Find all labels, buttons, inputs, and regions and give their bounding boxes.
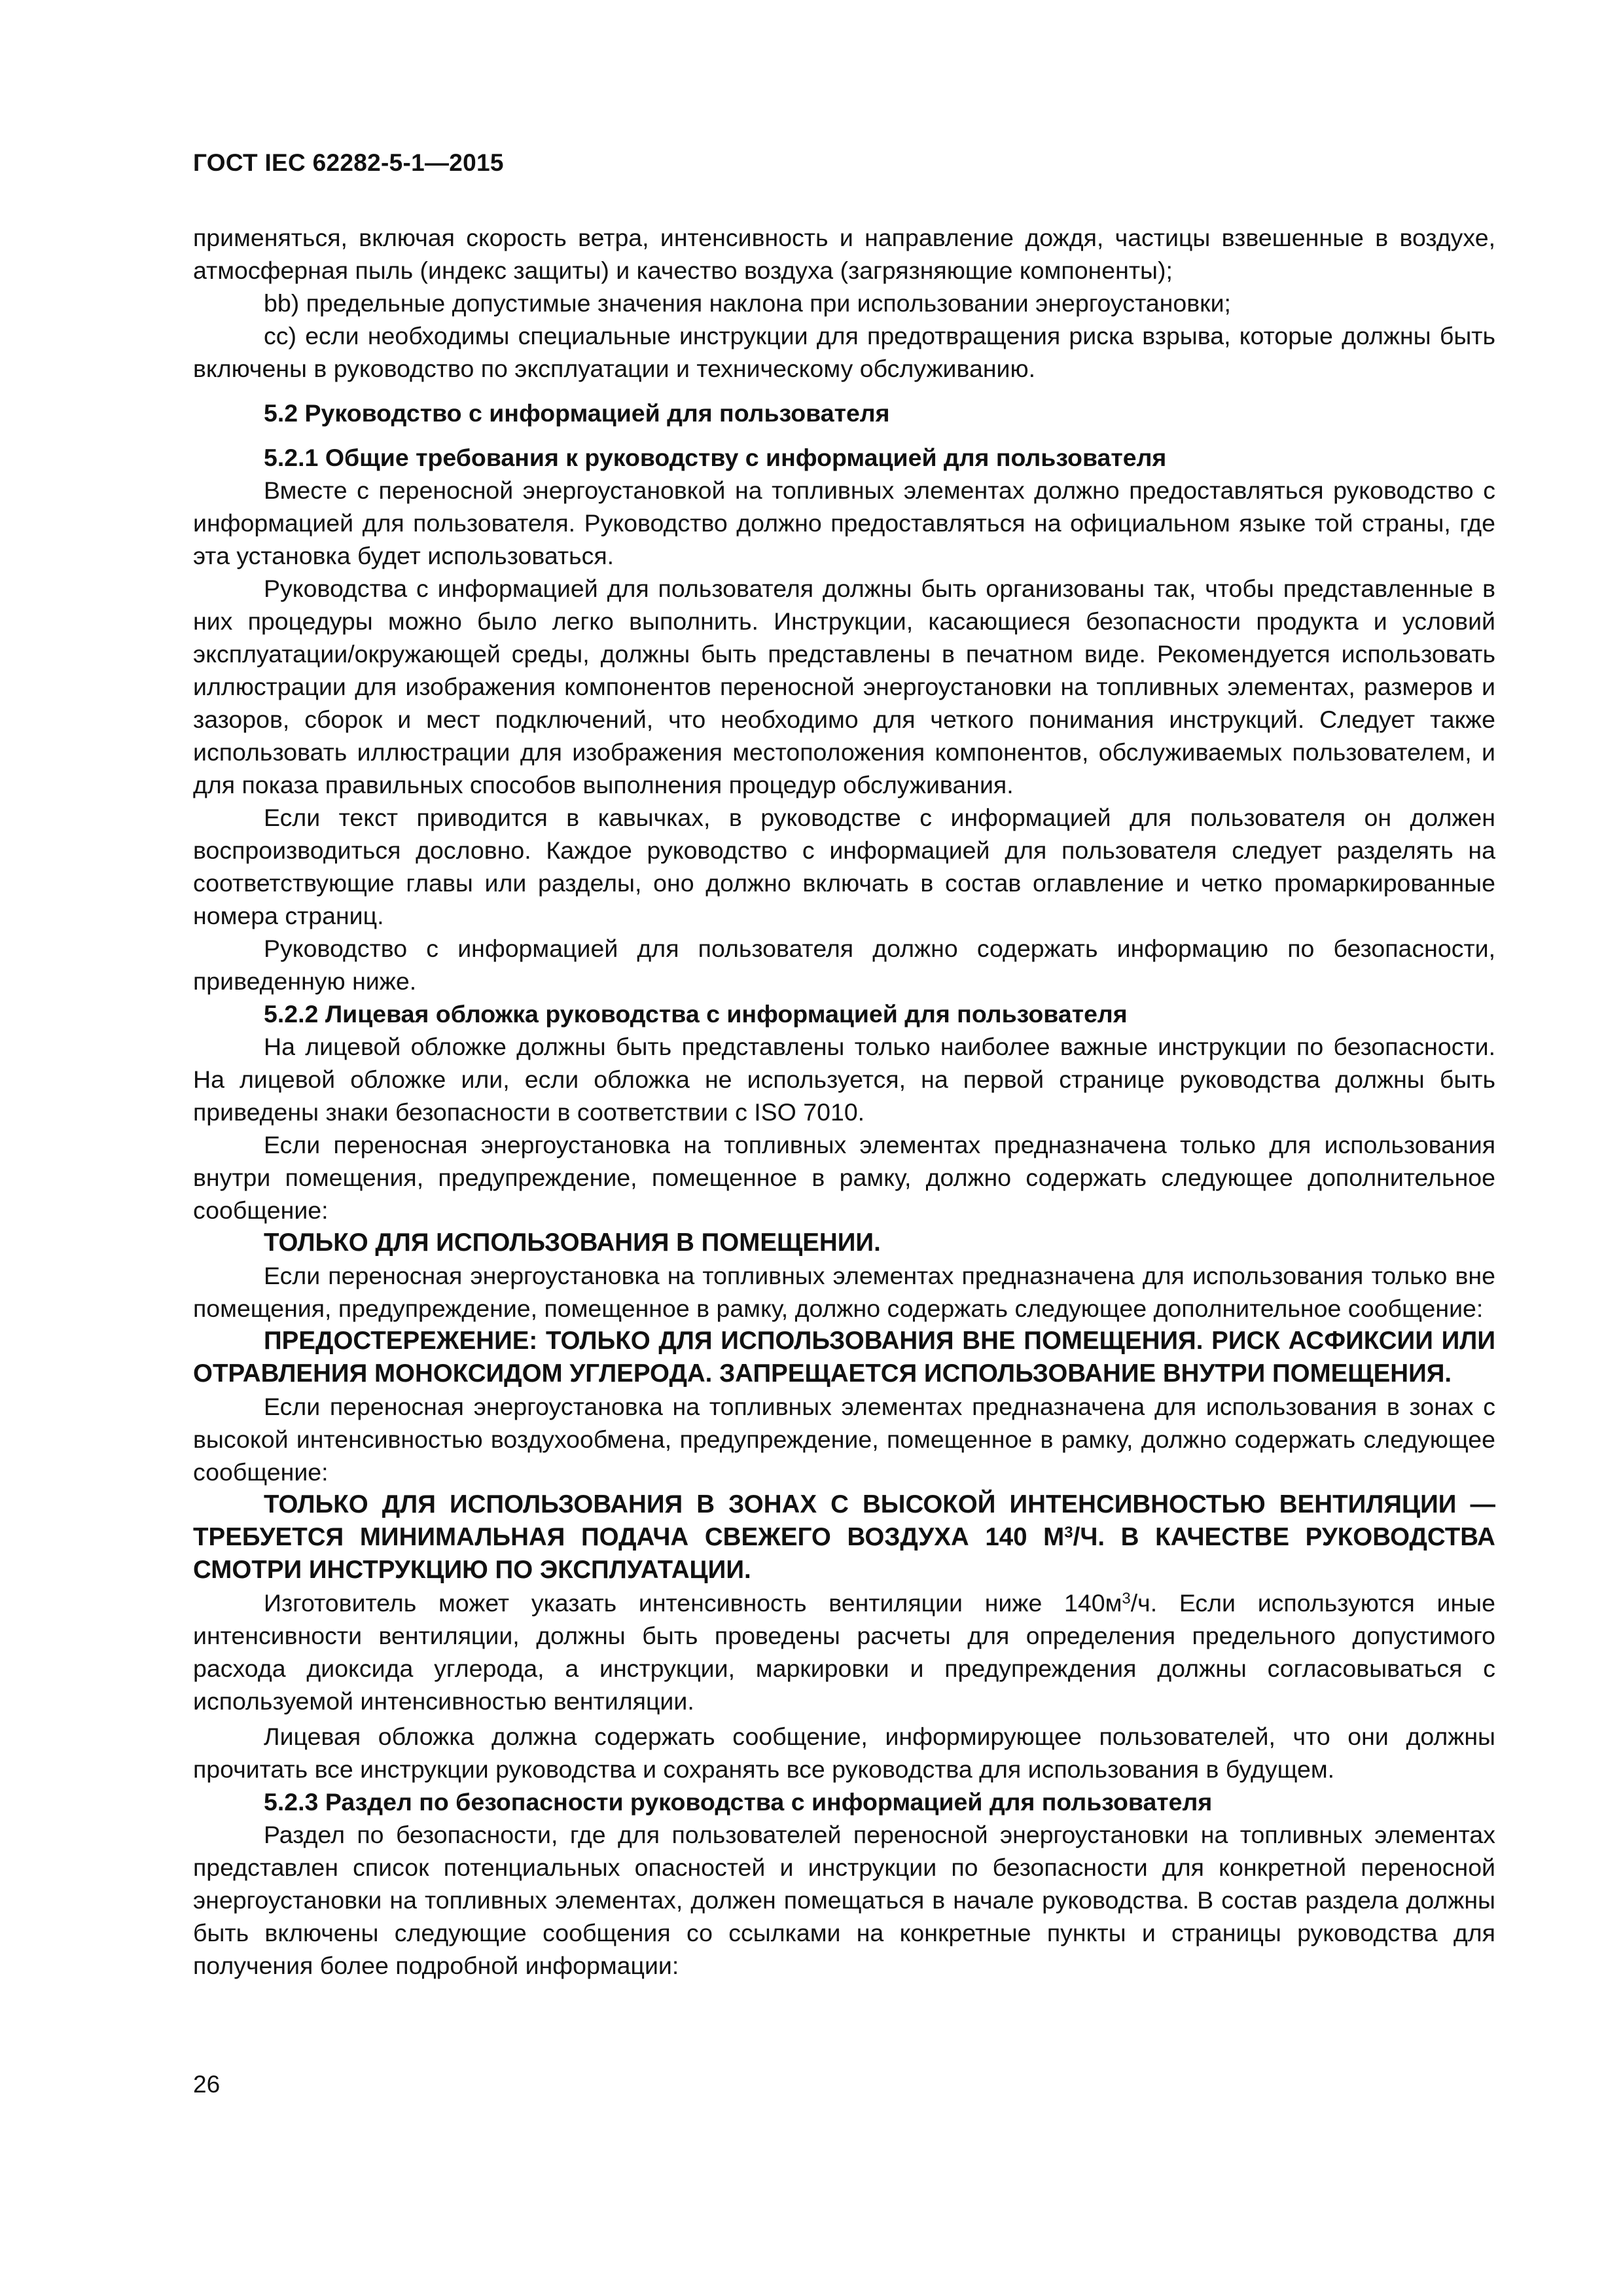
paragraph: Если переносная энергоустановка на топливных элементах предназначена для использования только вне помещения, предупреждение, помещенное в рамку, должно содержать следующее дополнительное сообщение: bbox=[193, 1262, 1495, 1322]
paragraph: Лицевая обложка должна содержать сообщение, информирующее пользователей, что они должны прочитать все инструкции руководства и сохранять все руководства для использования в будущем. bbox=[193, 1723, 1495, 1783]
section-heading-5-2-2: 5.2.2 Лицевая обложка руководства с информацией для пользователя bbox=[264, 1000, 1128, 1028]
paragraph bbox=[193, 1587, 1495, 1717]
warning-message-ventilation bbox=[193, 1488, 1495, 1587]
paragraph: На лицевой обложке должны быть представлены только наиболее важные инструкции по безопасности. На лицевой обложке или, если обложка не используется, на первой странице руководства должны быть приведены знаки безопасности в соответствии с ISO 7010. bbox=[193, 1033, 1495, 1126]
paragraph: Вместе с переносной энергоустановкой на топливных элементах должно предоставляться руководство с информацией для пользователя. Руководство должно предоставляться на официальном языке той страны, где эта установка будет использоваться. bbox=[193, 476, 1495, 569]
paragraph: Руководство с информацией для пользователя должно содержать информацию по безопасности, приведенную ниже. bbox=[193, 935, 1495, 995]
superscript: 3 bbox=[1122, 1590, 1131, 1607]
warning-text-part: /Ч. В КАЧЕСТВЕ РУКОВОДСТВА СМОТРИ ИНСТРУКЦИЮ ПО ЭКСПЛУАТАЦИИ. bbox=[193, 1523, 1495, 1584]
warning-message-indoor: ТОЛЬКО ДЛЯ ИСПОЛЬЗОВАНИЯ В ПОМЕЩЕНИИ. bbox=[264, 1229, 881, 1257]
paragraph-continuation: применяться, включая скорость ветра, интенсивность и направление дождя, частицы взвешенные в воздухе, атмосферная пыль (индекс защиты) и качество воздуха (загрязняющие компоненты); bbox=[193, 224, 1495, 284]
warning-text-part: ТОЛЬКО ДЛЯ ИСПОЛЬЗОВАНИЯ В ЗОНАХ С ВЫСОКОЙ ИНТЕНСИВНОСТЬЮ ВЕНТИЛЯЦИИ — ТРЕБУЕТСЯ МИНИМАЛЬНАЯ ПОДАЧА СВЕЖЕГО ВОЗДУХА 140 М bbox=[193, 1490, 1495, 1551]
paragraph: Раздел по безопасности, где для пользователей переносной энергоустановки на топливных элементах представлен список потенциальных опасностей и инструкции по безопасности для конкретной переносной энергоустановки на топливных элементах, должен помещаться в начале руководства. В состав раздела должны быть включены следующие сообщения со ссылками на конкретные пункты и страницы руководства для получения более подробной информации: bbox=[193, 1821, 1495, 1979]
section-heading-5-2-1: 5.2.1 Общие требования к руководству с информацией для пользователя bbox=[264, 444, 1167, 471]
paragraph: Руководства с информацией для пользователя должны быть организованы так, чтобы представленные в них процедуры можно было легко выполнить. Инструкции, касающиеся безопасности продукта и условий эксплуатации/окружающей среды, должны быть представлены в печатном виде. Рекомендуется использовать иллюстрации для изображения компонентов переносной энергоустановки на топливных элементах, размеров и зазоров, сборок и мест подключений, что необходимо для четкого понимания инструкций. Следует также использовать иллюстрации для изображения местоположения компонентов, обслуживаемых пользователем, и для показа правильных способов выполнения процедур обслуживания. bbox=[193, 575, 1495, 798]
text-part: Изготовитель может указать интенсивность вентиляции ниже 140м bbox=[264, 1589, 1122, 1617]
section-heading-5-2: 5.2 Руководство с информацией для пользователя bbox=[264, 399, 890, 427]
section-heading-5-2-3: 5.2.3 Раздел по безопасности руководства с информацией для пользователя bbox=[264, 1788, 1213, 1816]
text-part: /ч. Если используются иные интенсивности вентиляции, должны быть проведены расчеты для определения предельного допустимого расхода диоксида углерода, а инструкции, маркировки и предупреждения должны согласовываться с используемой интенсивностью вентиляции. bbox=[193, 1589, 1495, 1715]
superscript: 3 bbox=[1064, 1524, 1073, 1541]
document-header: ГОСТ IEC 62282-5-1—2015 bbox=[193, 149, 504, 176]
paragraph: Если текст приводится в кавычках, в руководстве с информацией для пользователя он должен воспроизводиться дословно. Каждое руководство с информацией для пользователя следует разделять на соответствующие главы или разделы, оно должно включать в состав оглавление и четко промаркированные номера страниц. bbox=[193, 804, 1495, 929]
page-number: 26 bbox=[193, 2071, 221, 2098]
warning-message-outdoor: ПРЕДОСТЕРЕЖЕНИЕ: ТОЛЬКО ДЛЯ ИСПОЛЬЗОВАНИЯ ВНЕ ПОМЕЩЕНИЯ. РИСК АСФИКСИИ ИЛИ ОТРАВЛЕНИЯ МОНОКСИДОМ УГЛЕРОДА. ЗАПРЕЩАЕТСЯ ИСПОЛЬЗОВАНИЕ ВНУТРИ ПОМЕЩЕНИЯ. bbox=[193, 1327, 1495, 1388]
paragraph: Если переносная энергоустановка на топливных элементах предназначена только для использования внутри помещения, предупреждение, помещенное в рамку, должно содержать следующее дополнительное сообщение: bbox=[193, 1131, 1495, 1224]
paragraph: Если переносная энергоустановка на топливных элементах предназначена для использования в зонах с высокой интенсивностью воздухообмена, предупреждение, помещенное в рамку, должно содержать следующее сообщение: bbox=[193, 1393, 1495, 1486]
list-item-cc: cc) если необходимы специальные инструкции для предотвращения риска взрыва, которые должны быть включены в руководство по эксплуатации и техническому обслуживанию. bbox=[193, 322, 1495, 382]
page-body bbox=[193, 221, 1495, 1982]
list-item-bb: bb) предельные допустимые значения наклона при использовании энергоустановки; bbox=[264, 289, 1231, 317]
